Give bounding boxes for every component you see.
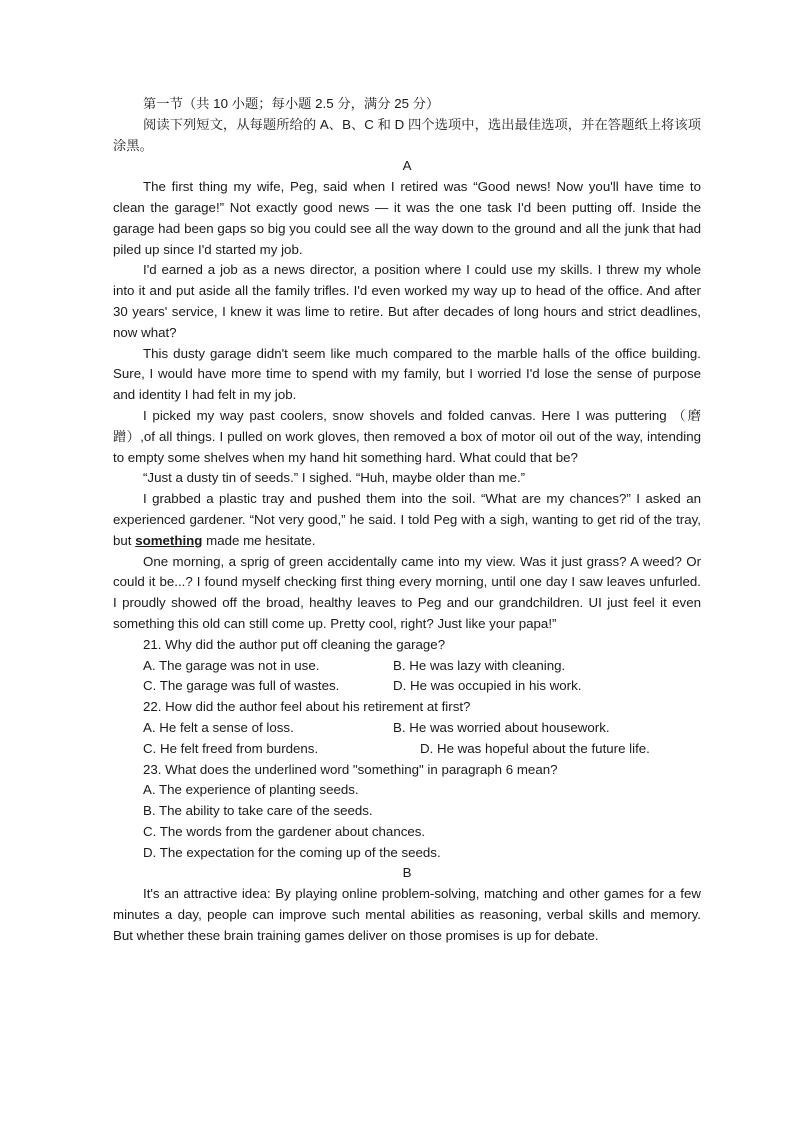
passage-b-paragraph-1: It's an attractive idea: By playing online problem-solving, matching and other games for a few minutes a day, people can improve such mental abilities as reasoning, verbal skills and memory. But whether these brain training games deliver on those promises is up for debate. <box>113 886 701 943</box>
question-21-options-row-1 <box>113 656 701 677</box>
option-22b[interactable]: B. He was worried about housework. <box>393 719 610 735</box>
option-23b[interactable]: B. The ability to take care of the seeds. <box>143 803 373 819</box>
option-23d[interactable]: D. The expectation for the coming up of the seeds. <box>143 844 441 860</box>
passage-a-paragraph-1: The first thing my wife, Peg, said when I retired was “Good news! Now you'll have time to clean the garage!” Not exactly good news — it was the one task I'd been putting off. Inside the garage had been gaps so big you could see all the way down to the ground and all the junk that had piled up since I'd started my job. <box>113 179 701 257</box>
passage-a-label: A <box>402 158 412 174</box>
option-22a[interactable]: A. He felt a sense of loss. <box>143 719 294 735</box>
question-22-options-row-2 <box>113 739 701 760</box>
passage-a-paragraph-2: I'd earned a job as a news director, a position where I could use my skills. I threw my whole into it and put aside all the family trifles. I'd even worked my way up to head of the office. And after 30 years' service, I knew it was lime to retire. But after decades of long hours and strict deadlines, now what? <box>113 262 701 340</box>
question-23-stem: 23. What does the underlined word "something" in paragraph 6 mean? <box>143 761 558 777</box>
instructions: 阅读下列短文，从每题所给的 A、B、C 和 D 四个选项中，选出最佳选项，并在答题纸上将该项涂黑。 <box>113 116 701 153</box>
question-21-options-row-2 <box>113 676 701 697</box>
question-22-options-row-1 <box>113 718 701 739</box>
question-22-stem: 22. How did the author feel about his retirement at first? <box>143 699 471 715</box>
exam-page <box>113 94 701 947</box>
passage-a-paragraph-4: I picked my way past coolers, snow shovels and folded canvas. Here I was puttering （磨 蹭）,of all things. I pulled on work gloves, then removed a box of motor oil out of the way, intending to empty some shelves when my hand hit something hard. What could that be? <box>113 407 701 465</box>
option-21b[interactable]: B. He was lazy with cleaning. <box>393 657 566 673</box>
underlined-word: something <box>135 532 203 548</box>
p6-text-before: I grabbed a plastic tray and pushed them into the soil. “What are my chances?” I asked an experienced gardener. “Not very good,” he said. I told Peg with a sigh, wanting to get rid of the tray, but <box>113 491 701 548</box>
option-23c[interactable]: C. The words from the gardener about chances. <box>143 823 426 839</box>
question-21-stem: 21. Why did the author put off cleaning the garage? <box>143 636 446 652</box>
passage-b-label: B <box>402 865 412 881</box>
option-21a[interactable]: A. The garage was not in use. <box>143 657 320 673</box>
option-22d[interactable]: D. He was hopeful about the future life. <box>420 740 650 756</box>
passage-a-paragraph-6 <box>113 489 701 551</box>
passage-a-paragraph-7: One morning, a sprig of green accidentally came into my view. Was it just grass? A weed? Or could it be...? I found myself checking first thing every morning, until one day I saw leaves unfurled. I proudly showed off the broad, healthy leaves to Peg and our grandchildren. UI just feel it even something this old can still come up. Pretty cool, right? Just like your papa!” <box>113 553 701 631</box>
section-header: 第一节（共 10 小题；每小题 2.5 分，满分 25 分） <box>143 96 440 111</box>
option-22c[interactable]: C. He felt freed from burdens. <box>143 740 319 756</box>
option-23a[interactable]: A. The experience of planting seeds. <box>143 782 359 798</box>
option-21d[interactable]: D. He was occupied in his work. <box>393 678 582 694</box>
option-21c[interactable]: C. The garage was full of wastes. <box>143 678 340 694</box>
passage-a-paragraph-5: “Just a dusty tin of seeds.” I sighed. “Huh, maybe older than me.” <box>143 470 526 486</box>
passage-a-paragraph-3: This dusty garage didn't seem like much compared to the marble halls of the office building. Sure, I would have more time to spend with my family, but I worried I'd lose the sense of purpose and identity I had felt in my job. <box>113 345 701 403</box>
p6-text-after: made me hesitate. <box>202 532 316 548</box>
